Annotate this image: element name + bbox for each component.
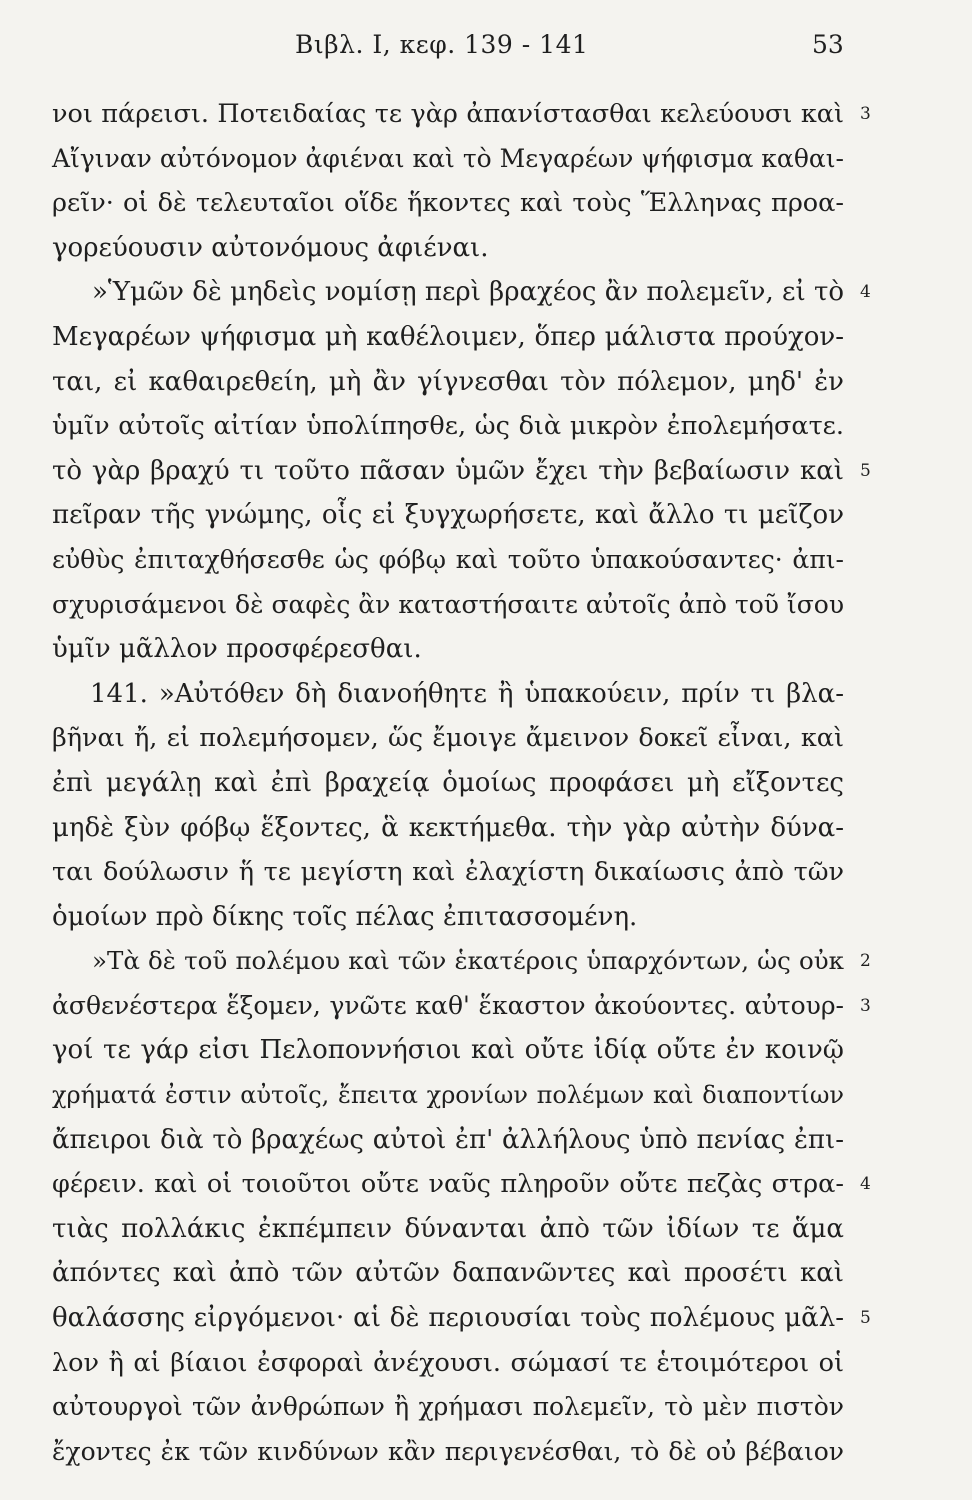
text-line-content: ἐπὶ μεγάλῃ καὶ ἐπὶ βραχείᾳ ὁμοίως προφάσει μὴ εἴξοντες <box>52 767 844 798</box>
text-line-content: ἀσθενέστερα ἕξομεν, γνῶτε καθ' ἕκαστον ἀκούοντες. αὐτουρ- <box>52 990 844 1020</box>
text-line-content: αὐτουργοὶ τῶν ἀνθρώπων ἢ χρήμασι πολεμεῖν, τὸ μὲν πιστὸν <box>52 1392 844 1422</box>
text-line <box>52 895 852 940</box>
margin-section-number: 2 <box>860 951 871 972</box>
text-line-content: »Ὑμῶν δὲ μηδεὶς νομίσῃ περὶ βραχέος ἂν πολεμεῖν, εἰ τὸ <box>92 277 844 308</box>
text-line-content: εὐθὺς ἐπιταχθήσεσθε ὡς φόβῳ καὶ τοῦτο ὑπακούσαντες· ἀπι- <box>52 544 844 574</box>
text-line-content: Μεγαρέων ψήφισμα μὴ καθέλοιμεν, ὅπερ μάλιστα προύχον- <box>52 321 844 352</box>
text-line-content: ἄπειροι διὰ τὸ βραχέως αὐτοὶ ἐπ' ἀλλήλους ὑπὸ πενίας ἐπι- <box>52 1124 844 1155</box>
text-line-content: πεῖραν τῆς γνώμης, οἷς εἰ ξυγχωρήσετε, καὶ ἄλλο τι μεῖζον <box>52 500 844 531</box>
text-line-content: νοι πάρεισι. Ποτειδαίας τε γὰρ ἀπανίστασθαι κελεύουσι καὶ <box>52 99 844 129</box>
text-line-content: τιὰς πολλάκις ἐκπέμπειν δύνανται ἀπὸ τῶν ἰδίων τε ἅμα <box>52 1213 844 1244</box>
main-text <box>52 92 871 1474</box>
text-line <box>52 1207 852 1252</box>
text-line <box>52 360 852 405</box>
text-line-content: ἔχοντες ἐκ τῶν κινδύνων κἂν περιγενέσθαι, τὸ δὲ οὐ βέβαιον <box>52 1436 844 1466</box>
text-line <box>52 806 852 851</box>
text-line <box>52 493 852 538</box>
text-line-content: χρήματά ἐστιν αὐτοῖς, ἔπειτα χρονίων πολέμων καὶ διαποντίων <box>52 1081 844 1110</box>
text-line <box>52 404 852 449</box>
text-line-content: μηδὲ ξὺν φόβῳ ἕξοντες, ἃ κεκτήμεθα. τὴν γὰρ αὐτὴν δύνα- <box>52 812 844 843</box>
margin-section-number: 4 <box>860 1174 871 1195</box>
text-line-content: θαλάσσης εἰργόμενοι· αἱ δὲ περιουσίαι τοὺς πολέμους μᾶλ- <box>52 1303 844 1334</box>
text-line <box>52 538 852 583</box>
text-line <box>52 226 852 271</box>
text-line <box>52 1028 852 1073</box>
text-line-content: φέρειν. καὶ οἱ τοιοῦτοι οὔτε ναῦς πληροῦν οὔτε πεζὰς στρα- <box>52 1169 844 1200</box>
text-line-content: βῆναι ἤ, εἰ πολεμήσομεν, ὥς ἔμοιγε ἄμεινον δοκεῖ εἶναι, καὶ <box>52 723 844 754</box>
text-line <box>52 92 871 137</box>
text-line-content: Αἴγιναν αὐτόνομον ἀφιέναι καὶ τὸ Μεγαρέων ψήφισμα καθαι- <box>52 143 844 173</box>
margin-section-number: 5 <box>860 460 871 481</box>
text-line <box>52 672 852 717</box>
text-line-content: ρεῖν· οἱ δὲ τελευταῖοι οἵδε ἥκοντες καὶ τοὺς Ἕλληνας προα- <box>52 188 844 219</box>
text-line-content: ὁμοίων πρὸ δίκης τοῖς πέλας ἐπιτασσομένη. <box>52 901 638 932</box>
text-line <box>52 850 852 895</box>
text-line-content: »Τὰ δὲ τοῦ πολέμου καὶ τῶν ἑκατέροις ὑπαρχόντων, ὡς οὐκ <box>92 946 844 976</box>
text-line <box>52 1118 852 1163</box>
text-line <box>52 761 852 806</box>
text-line <box>52 181 852 226</box>
running-head: Βιβλ. I, κεφ. 139 - 141 <box>295 30 589 59</box>
text-line <box>52 315 852 360</box>
text-line-content: ὑμῖν μᾶλλον προσφέρεσθαι. <box>52 634 422 665</box>
margin-section-number: 5 <box>860 1308 871 1329</box>
text-line-content: γοί τε γάρ εἰσι Πελοποννήσιοι καὶ οὔτε ἰδίᾳ οὔτε ἐν κοινῷ <box>52 1035 844 1066</box>
text-line-content: ται, εἰ καθαιρεθείη, μὴ ἂν γίγνεσθαι τὸν πόλεμον, μηδ' ἐν <box>52 366 844 397</box>
text-line <box>52 1073 852 1118</box>
margin-section-number: 3 <box>860 104 871 124</box>
text-line-content: γορεύουσιν αὐτονόμους ἀφιέναι. <box>52 232 489 263</box>
text-line <box>52 270 871 315</box>
text-line-content: ται δούλωσιν ἥ τε μεγίστη καὶ ἐλαχίστη δικαίωσις ἀπὸ τῶν <box>52 857 844 888</box>
text-line <box>52 1251 852 1296</box>
text-line-content: ὑμῖν αὐτοῖς αἰτίαν ὑπολίπησθε, ὡς διὰ μικρὸν ἐπολεμήσατε. <box>52 411 844 442</box>
text-line <box>52 1162 871 1207</box>
text-line-content: σχυρισάμενοι δὲ σαφὲς ἂν καταστήσαιτε αὐτοῖς ἀπὸ τοῦ ἴσου <box>52 589 845 619</box>
text-line <box>52 583 852 628</box>
text-line <box>52 137 852 182</box>
text-line-content: ἀπόντες καὶ ἀπὸ τῶν αὐτῶν δαπανῶντες καὶ προσέτι καὶ <box>52 1258 844 1289</box>
text-line-content: λον ἢ αἱ βίαιοι ἐσφοραὶ ἀνέχουσι. σώμασί τε ἑτοιμότεροι οἱ <box>52 1347 844 1378</box>
margin-section-number: 3 <box>860 995 871 1016</box>
text-line <box>52 1385 852 1430</box>
text-line <box>52 939 871 984</box>
text-line <box>52 1296 871 1341</box>
page-number: 53 <box>812 30 844 59</box>
text-line <box>52 449 871 494</box>
text-line <box>52 1341 852 1386</box>
text-line-content: τὸ γὰρ βραχύ τι τοῦτο πᾶσαν ὑμῶν ἔχει τὴν βεβαίωσιν καὶ <box>52 455 844 486</box>
text-line <box>52 716 852 761</box>
text-line <box>52 1430 852 1475</box>
text-line <box>52 627 852 672</box>
text-line-content: 141. »Αὐτόθεν δὴ διανοήθητε ἢ ὑπακούειν, πρίν τι βλα- <box>90 678 844 709</box>
text-line <box>52 984 871 1029</box>
margin-section-number: 4 <box>860 282 871 303</box>
